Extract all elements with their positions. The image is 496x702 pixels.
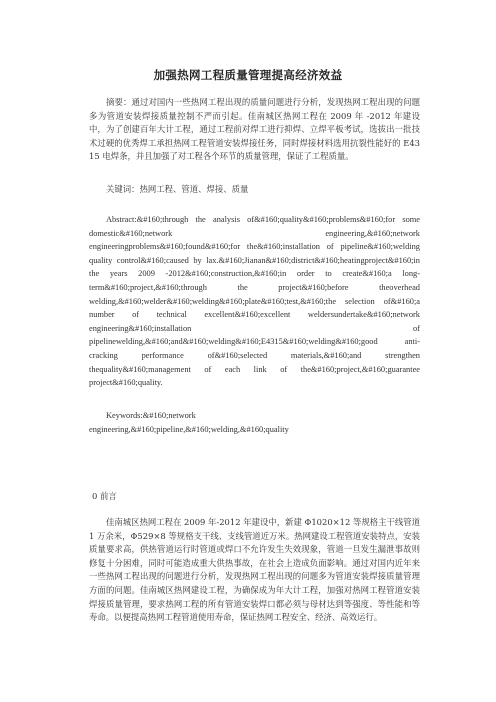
chinese-keywords: 关键词：热网工程、管道、焊接、质量 [106,184,249,194]
english-keywords-line-1: Keywords:&#160;network [106,411,196,420]
section-heading-preface: 0 前言 [92,491,117,501]
document-title: 加强热网工程质量管理提高经济效益 [153,68,343,82]
body-paragraph: 佳南城区热网工程在 2009 年-2012 年建设中，新建 Φ1020×12 等规格主干线管道 1 万余米，Φ529×8 等规格支干线、支线管道近万米。热网建设工程管道安装特点，安装质量要求高，供热管道运行时管道或焊口不允许发生失效现象，管道一旦发生漏泄事故则修复十分困难，同时可能造成重大供热事故，在社会上造成负面影响。通过对国内近年来一些热网工程出现的问题进行分析，发现热网工程出现的问题多为管道安装焊接质量管理方面的问题。佳南城区热网建设工程，为确保成为年大计工程，加强对热网工程管道安装焊接质量管理，要求热网工程的所有管道安装焊口都必须与母材达到等强度、等性能和等寿命。以便提高热网工程管道使用寿命，保证热网工程安全、经济、高效运行。 [89,517,420,623]
chinese-abstract: 摘要：通过对国内一些热网工程出现的质量问题进行分析，发现热网工程出现的问题多为管道安装焊接质量控制不严而引起。佳南城区热网工程在 2009 年 -2012 年建设中，为了创建百年大计工程，通过工程前对焊工进行抑焊、立焊平板考试，选拔出一批技术过硬的优秀焊工承担热网工程管道安装焊接任务，同时焊接材料选用抗裂性能好的 E4315 电焊条，并且加强了对工程各个环节的质量管理，保证了工程质量。 [89,97,420,162]
english-keywords-line-2: engineering,&#160;pipeline,&#160;welding,&#160;quality [89,424,289,434]
english-keywords [89,409,420,436]
english-abstract: Abstract:&#160;through the analysis of&#160;quality&#160;problems&#160;for some domestic&#160;network engineering,&#160;network engineeringproblems&#160;found&#160;for the&#160;installation of pipeline&#160;welding quality control&#160;caused by lax.&#160;Jianan&#160;district&#160;heatingproject&#160;in the years 2009 -2012&#160;construction,&#160;in order to create&#160;a long-term&#160;project,&#160;through the project&#160;before theoverhead welding,&#160;welder&#160;welding&#160;plate&#160;test,&#160;the selection of&#160;a number of technical excellent&#160;excellent weldersundertake&#160;network engineering&#160;installation of pipelinewelding,&#160;and&#160;welding&#160;E4315&#160;welding&#160;good anti-cracking performance of&#160;selected materials,&#160;and strengthen thequality&#160;management of each link of the&#160;project,&#160;guarantee project&#160;quality. [89,215,420,388]
